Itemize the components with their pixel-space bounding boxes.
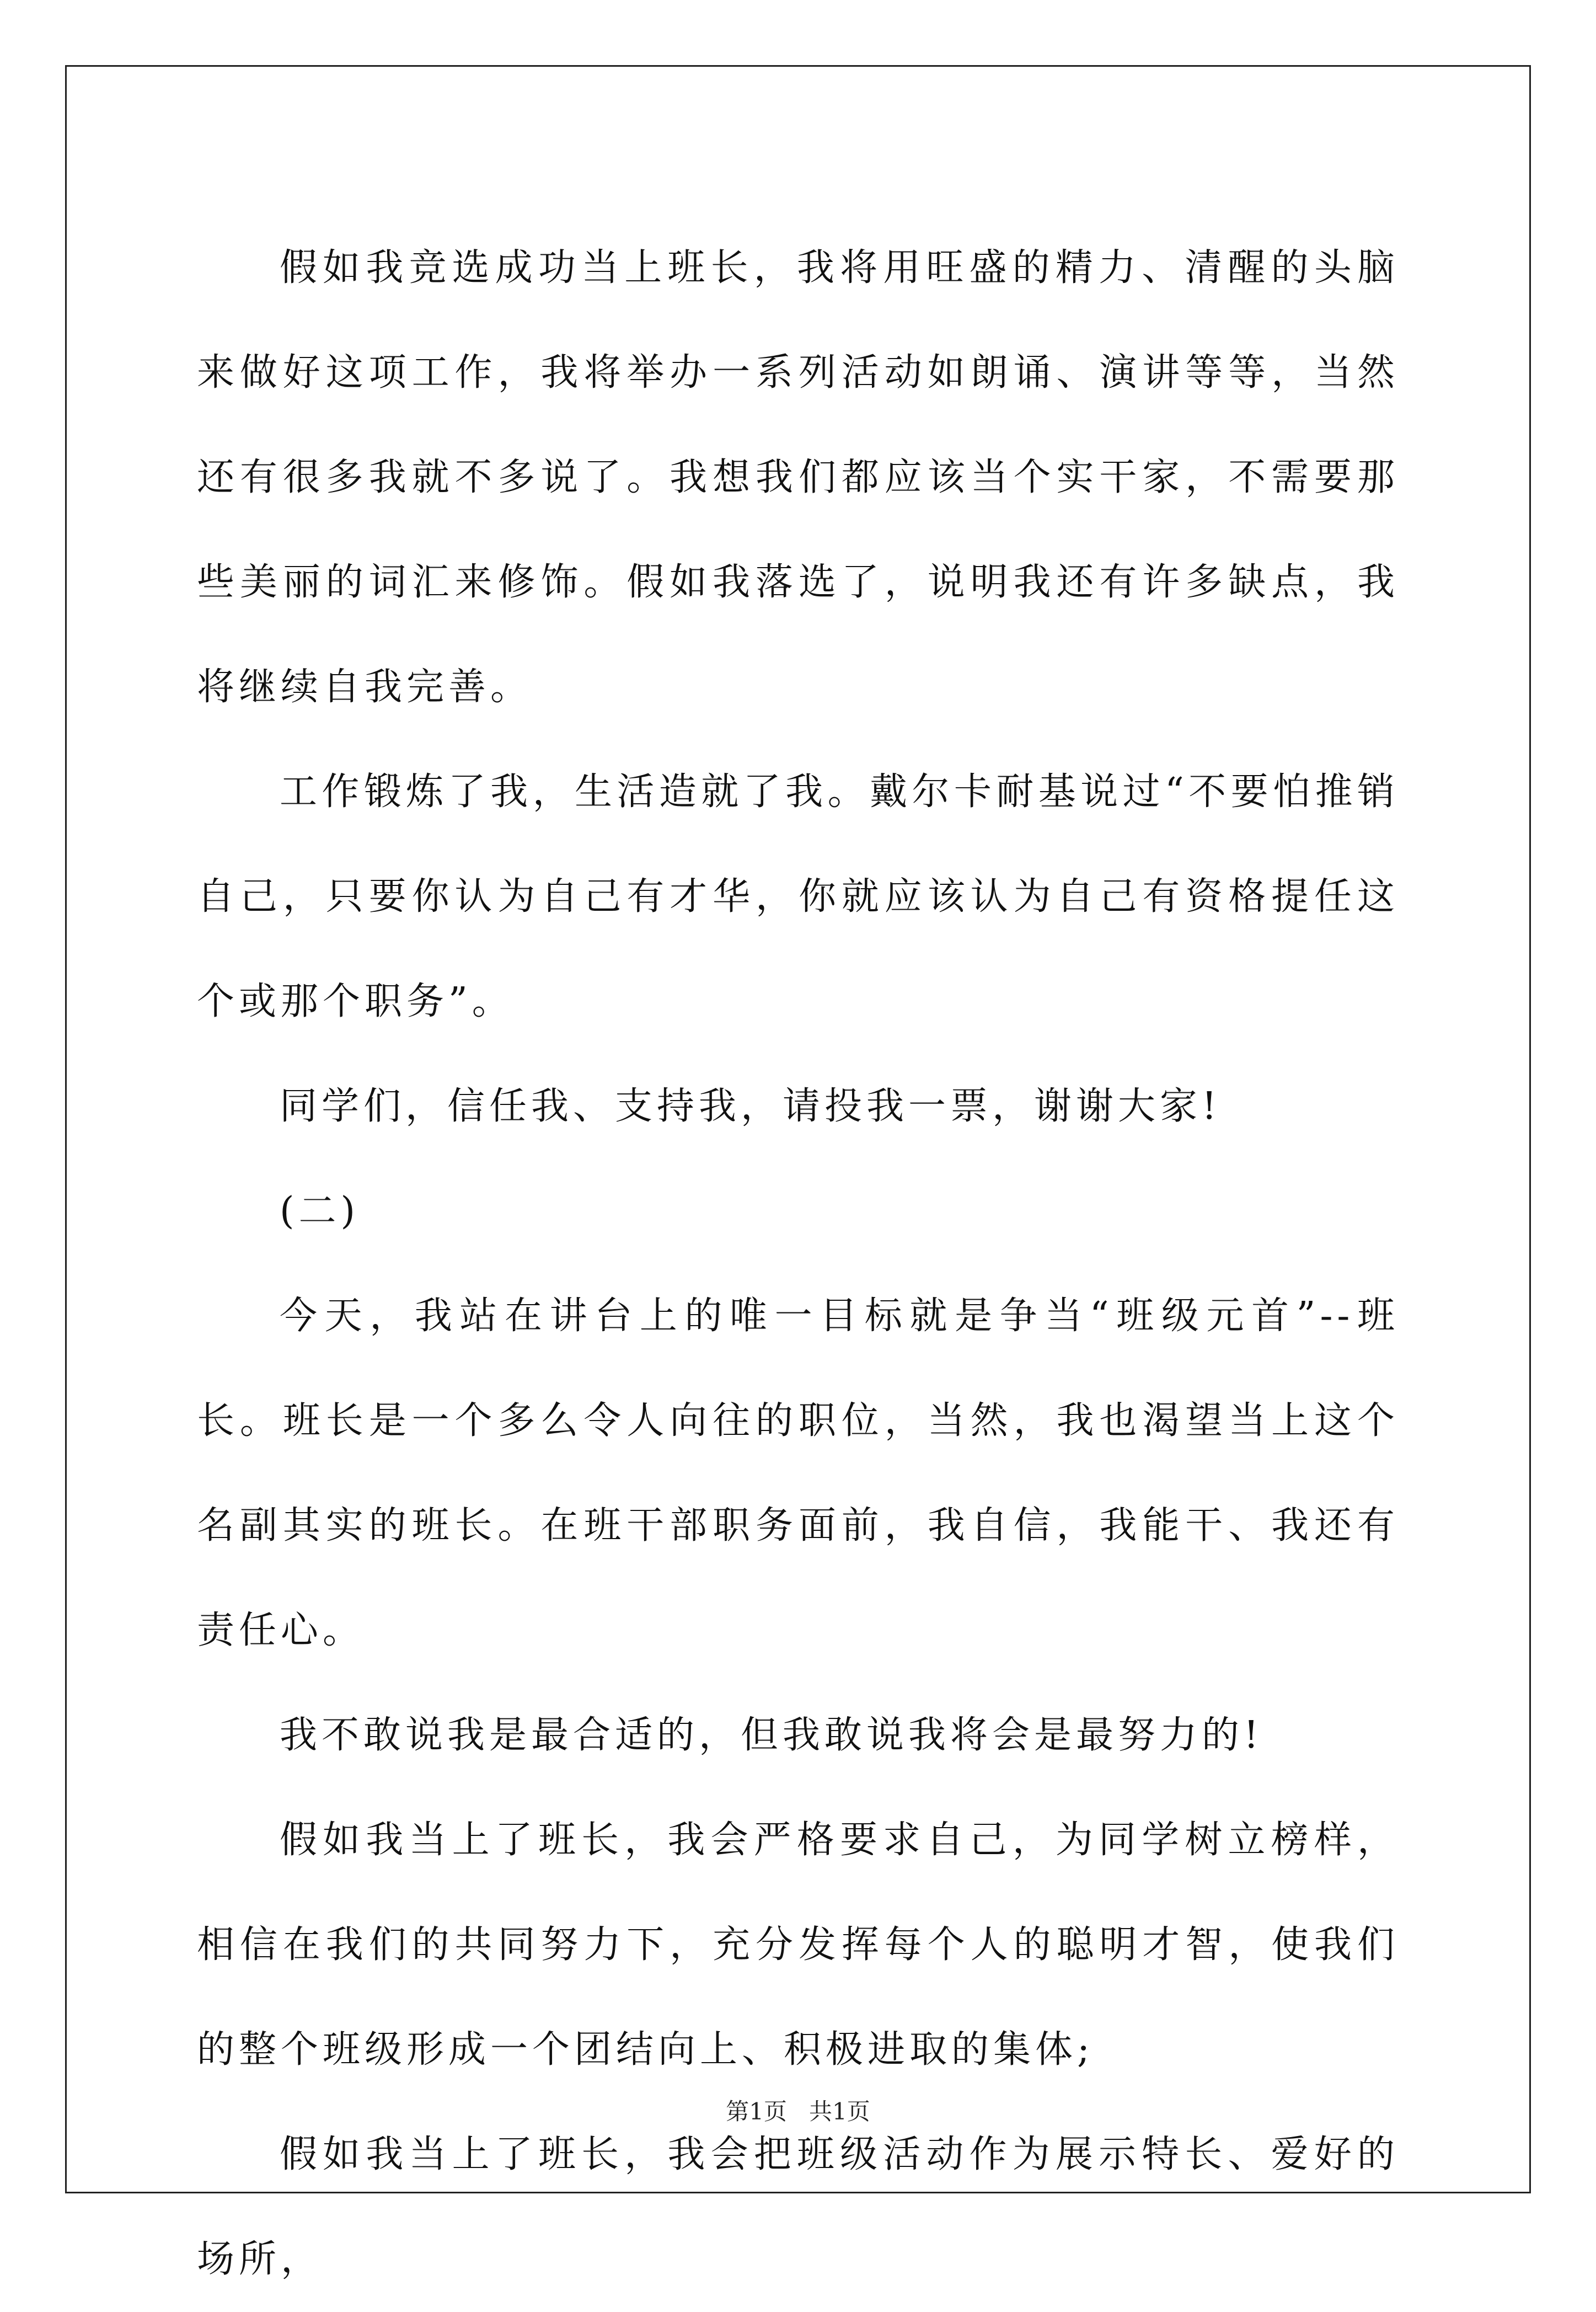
section-heading: (二) xyxy=(280,1189,360,1233)
page-footer xyxy=(0,2095,1596,2128)
document-body xyxy=(197,216,1399,2312)
paragraph-5: 今天，我站在讲台上的唯一目标就是争当“班级元首”--班长。班长是一个多么令人向往的职位，当然，我也渴望当上这个名副其实的班长。在班干部职务面前，我自信，我能干、我还有责任心。 xyxy=(197,1294,1399,1652)
page-total: 共1页 xyxy=(809,2098,870,2125)
paragraph-6: 我不敢说我是最合适的，但我敢说我将会是最努力的! xyxy=(280,1713,1263,1757)
paragraph-8: 假如我当上了班长，我会把班级活动作为展示特长、爱好的场所， xyxy=(197,2133,1399,2281)
paragraph-7: 假如我当上了班长，我会严格要求自己，为同学树立榜样，相信在我们的共同努力下，充分发挥每个人的聪明才智，使我们的整个班级形成一个团结向上、积极进取的集体; xyxy=(197,1818,1399,2071)
page-number: 第1页 xyxy=(726,2098,787,2125)
paragraph-3: 同学们，信任我、支持我，请投我一票，谢谢大家! xyxy=(280,1085,1222,1128)
paragraph-2: 工作锻炼了我，生活造就了我。戴尔卡耐基说过“不要怕推销自己，只要你认为自己有才华，你就应该认为自己有资格提任这个或那个职务”。 xyxy=(197,770,1399,1023)
paragraph-1: 假如我竞选成功当上班长，我将用旺盛的精力、清醒的头脑来做好这项工作，我将举办一系列活动如朗诵、演讲等等，当然还有很多我就不多说了。我想我们都应该当个实干家，不需要那些美丽的词汇来修饰。假如我落选了，说明我还有许多缺点，我将继续自我完善。 xyxy=(197,246,1399,709)
